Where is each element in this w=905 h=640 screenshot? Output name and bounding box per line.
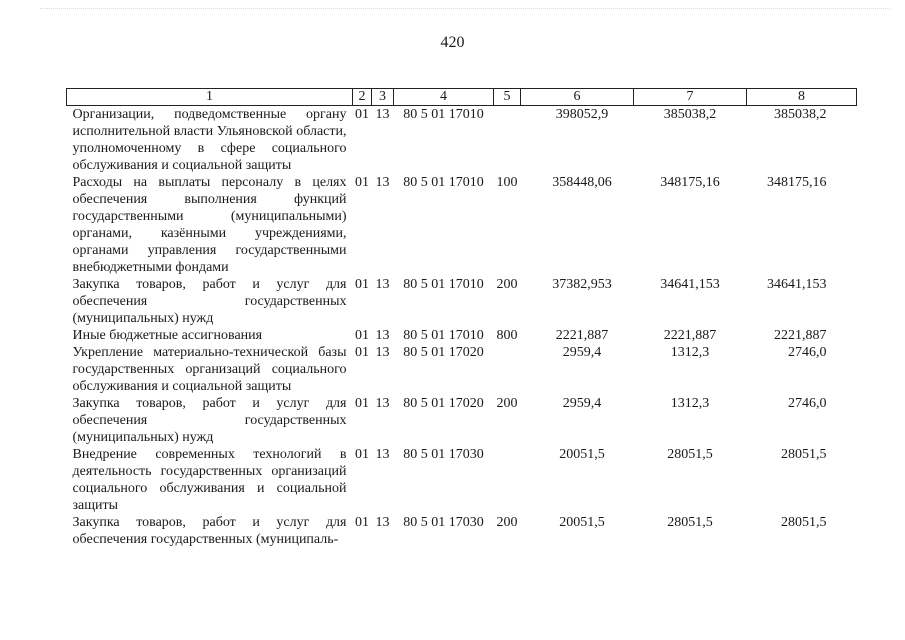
row-value-7: 1312,3 [670,396,710,411]
header-col-8: 8 [747,89,857,106]
row-target-article: 80 5 01 17030 [403,515,484,530]
row-expense-type [494,446,521,514]
row-value-6: 2221,887 [555,328,609,343]
row-value-6: 358448,06 [552,175,612,190]
header-col-5: 5 [494,89,521,106]
row-section: 01 [355,396,369,411]
row-section: 01 [355,515,369,530]
row-target-article: 80 5 01 17020 [403,396,484,411]
budget-table-container [66,88,856,548]
row-value-6: 20051,5 [559,447,605,462]
row-value-8: 28051,5 [781,515,827,530]
row-value-7: 28051,5 [667,515,713,530]
row-value-8: 28051,5 [781,447,827,462]
row-value-7: 385038,2 [663,107,717,122]
row-expense-type [494,106,521,175]
row-value-8: 2221,887 [774,328,827,343]
budget-table [66,88,857,548]
row-name: Расходы на выплаты персоналу в целях обеспечения выполнения функций государственными (муниципальными) органами, казёнными учреждениями, органами управления государственными внебюджетными фондами [72,175,347,275]
page-number: 420 [440,34,465,51]
table-body [67,106,857,549]
row-value-7: 1312,3 [670,345,710,360]
row-expense-type: 100 [496,175,518,190]
row-section: 01 [355,277,369,292]
row-subsection: 13 [375,447,390,462]
row-target-article: 80 5 01 17010 [403,107,484,122]
table-header [67,89,857,106]
header-col-2: 2 [353,89,372,106]
row-name: Закупка товаров, работ и услуг для обеспечения государственных (муниципальных) нужд [72,396,347,445]
table-row [67,446,857,514]
row-value-8: 2746,0 [788,345,827,360]
row-value-7: 28051,5 [667,447,713,462]
row-value-6: 2959,4 [562,345,602,360]
row-subsection: 13 [375,515,390,530]
row-subsection: 13 [375,175,390,190]
row-subsection: 13 [375,328,390,343]
row-value-7: 348175,16 [660,175,720,190]
row-subsection: 13 [375,277,390,292]
row-target-article: 80 5 01 17010 [403,277,484,292]
row-value-6: 37382,953 [552,277,612,292]
row-target-article: 80 5 01 17030 [403,447,484,462]
table-row [67,174,857,276]
table-row [67,514,857,548]
row-section: 01 [355,345,369,360]
row-value-7: 34641,153 [660,277,720,292]
row-subsection: 13 [375,107,390,122]
header-col-4: 4 [394,89,494,106]
row-target-article: 80 5 01 17010 [403,175,484,190]
header-col-6: 6 [521,89,634,106]
header-row [67,89,857,106]
table-row [67,276,857,327]
row-expense-type: 200 [496,277,518,292]
row-name: Внедрение современных технологий в деятельность государственных организаций социального обслуживания и социальной защиты [72,447,347,513]
row-value-6: 398052,9 [555,107,609,122]
row-expense-type: 200 [496,515,518,530]
row-value-8: 348175,16 [767,175,827,190]
row-value-6: 2959,4 [562,396,602,411]
row-section: 01 [355,107,369,122]
row-subsection: 13 [375,345,390,360]
row-target-article: 80 5 01 17010 [403,328,484,343]
table-row [67,344,857,395]
row-value-8: 34641,153 [767,277,827,292]
row-name: Закупка товаров, работ и услуг для обеспечения государственных (муниципальных) нужд [72,277,347,326]
table-row [67,395,857,446]
row-name: Организации, подведомственные органу исполнительной власти Ульяновской области, уполномоченному в сфере социального обслуживания и социальной защиты [72,107,347,173]
row-name: Иные бюджетные ассигнования [72,328,263,343]
row-value-8: 385038,2 [774,107,827,122]
table-row [67,106,857,175]
row-expense-type: 200 [496,396,518,411]
row-target-article: 80 5 01 17020 [403,345,484,360]
row-name: Укрепление материально-технической базы государственных организаций социального обслуживания и социальной защиты [72,345,347,394]
row-section: 01 [355,328,369,343]
row-name: Закупка товаров, работ и услуг для обеспечения государственных (муниципаль- [72,515,347,547]
header-col-3: 3 [372,89,394,106]
row-value-6: 20051,5 [559,515,605,530]
header-col-1: 1 [67,89,353,106]
row-section: 01 [355,175,369,190]
header-col-7: 7 [634,89,747,106]
scan-noise-line [40,8,890,11]
table-row [67,327,857,344]
row-value-8: 2746,0 [788,396,827,411]
row-subsection: 13 [375,396,390,411]
row-section: 01 [355,447,369,462]
row-expense-type: 800 [496,328,518,343]
row-expense-type [494,344,521,395]
row-value-7: 2221,887 [663,328,717,343]
